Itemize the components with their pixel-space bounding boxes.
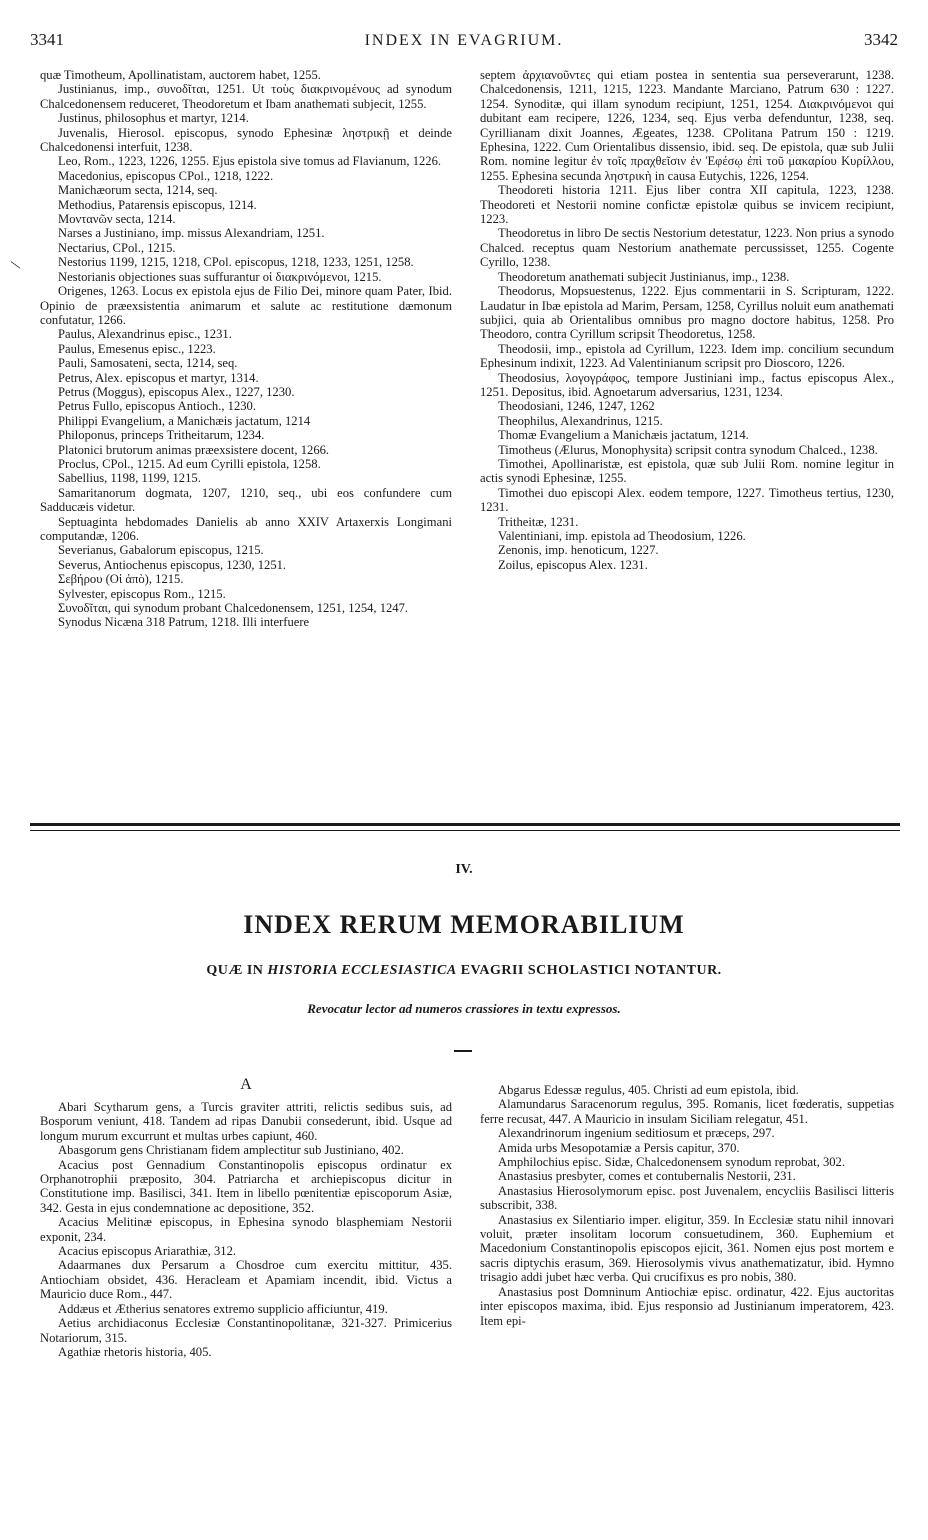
index-entry: Acacius Melitinæ episcopus, in Ephesina synodo blasphemiam Nestorii exponit, 234. [40, 1215, 452, 1244]
index-entry: Addæus et Ætherius senatores extremo supplicio afficiuntur, 419. [58, 1301, 388, 1316]
index-entry: Nestorius 1199, 1215, 1218, CPol. episcopus, 1218, 1233, 1251, 1258. [58, 255, 414, 270]
index-entry: Tritheitæ, 1231. [498, 514, 579, 529]
index-entry: Abgarus Edessæ regulus, 405. Christi ad eum epistola, ibid. [498, 1083, 799, 1097]
index-entry: Theodoreti historia 1211. Ejus liber contra XII capitula, 1223, 1238. Theodoreti et Nestorii nomine confictæ epistolæ quibus se invicem recipiunt, 1223. [480, 183, 894, 227]
index-entry: Anastasius post Domninum Antiochiæ episc. ordinatur, 422. Ejus auctoritas inter episcopos maxima, ibid. Ejus responsio ad Justinianum imperatorem, 423. Item epi- [480, 1284, 894, 1328]
index-entry: Severianus, Gabalorum episcopus, 1215. [58, 543, 264, 558]
index-entry: Theodosius, λογογράφος, tempore Justiniani imp., factus episcopus Alex., 1251. Depositus, ibid. Agnoetarum adversarius, 1231, 1234. [480, 370, 894, 399]
index-entry: Theodoretus in libro De sectis Nestorium detestatur, 1223. Non prius a synodo Chalced. receptus quam Nestorium anathemate percussisset, 1255. Cogente Cyrillo, 1238. [480, 226, 894, 270]
index-entry: Sylvester, episcopus Rom., 1215. [58, 586, 226, 601]
subtitle-pre: QUÆ IN [206, 963, 264, 978]
index-column-top-left [40, 68, 452, 630]
section-rule-thick [30, 823, 900, 826]
index-entry: Timothei, Apollinaristæ, est epistola, quæ sub Julii Rom. nomine legitur in actis synodi Ephesinæ, 1255. [480, 456, 894, 486]
index-entry: Synodus Nicæna 318 Patrum, 1218. Illi interfuere [58, 615, 310, 630]
index-entry: Timotheus (Ælurus, Monophysita) scripsit contra synodum Chalced., 1238. [498, 442, 878, 457]
margin-mark: \ [9, 257, 23, 274]
index-entry: Nestorianis objectiones suas suffurantur οἱ διακρινόμενοι, 1215. [58, 269, 382, 284]
index-entry: Σεβήρου (Οἱ ἀπὸ), 1215. [58, 572, 184, 587]
index-entry: Anastasius Hierosolymorum episc. post Juvenalem, encycliis Basilisci litteris subscribit, 338. [480, 1183, 894, 1213]
index-entry: Manichæorum secta, 1214, seq. [58, 183, 218, 198]
index-entry: Methodius, Patarensis episcopus, 1214. [58, 197, 257, 212]
index-entry: Zenonis, imp. henoticum, 1227. [498, 543, 659, 558]
section-subtitle [0, 963, 928, 979]
index-entry: Amphilochius episc. Sidæ, Chalcedonensem synodum reprobat, 302. [498, 1155, 845, 1170]
index-entry: Alexandrinorum ingenium seditiosum et præceps, 297. [498, 1126, 775, 1141]
index-column-bottom-right [480, 1083, 894, 1328]
index-entry: Theodosii, imp., epistola ad Cyrillum, 1223. Idem imp. concilium secundum Ephesinum indixit, 1223. Ad Valentinianum scripsit pro Dioscoro, 1226. [480, 341, 894, 371]
index-entry: Timothei duo episcopi Alex. eodem tempore, 1227. Timotheus tertius, 1230, 1231. [480, 485, 894, 515]
index-entry: Theophilus, Alexandrinus, 1215. [498, 413, 663, 428]
index-entry: Acacius post Gennadium Constantinopolis episcopus ordinatur ex Orphanotrophii præposito, 304. Patriarcha et archiepiscopus dicitur in Constitutione imp. Basilisci, 341. Item in libello pœnitentiæ episcoporum Asiæ, 342. Gesta in ejus condemnatione ac depositione, 352. [40, 1157, 452, 1215]
index-entry: Platonici brutorum animas præexsistere docent, 1266. [58, 442, 330, 457]
index-entry: Abasgorum gens Christianam fidem amplectitur sub Justiniano, 402. [58, 1143, 404, 1158]
section-rule-thin [30, 830, 900, 831]
index-entry: Justinus, philosophus et martyr, 1214. [58, 111, 249, 126]
index-entry: Valentiniani, imp. epistola ad Theodosium, 1226. [498, 529, 746, 543]
index-entry: Proclus, CPol., 1215. Ad eum Cyrilli epistola, 1258. [58, 456, 321, 471]
index-entry: Petrus, Alex. episcopus et martyr, 1314. [58, 370, 259, 385]
index-entry: Origenes, 1263. Locus ex epistola ejus de Filio Dei, minore quam Pater, Ibid. Opinio de præexsistentia animarum et salute ac restitutione dæmonum confutatur, 1266. [40, 284, 452, 327]
index-entry: Juvenalis, Hierosol. episcopus, synodo Ephesinæ ληστρικῇ et deinde Chalcedonensi interfuit, 1238. [40, 125, 452, 155]
index-entry: Samaritanorum dogmata, 1207, 1210, seq., ubi eos confundere cum Sadducæis videtur. [40, 485, 452, 515]
section-number: IV. [455, 862, 473, 877]
index-entry: Theodosiani, 1246, 1247, 1262 [498, 399, 655, 414]
index-entry: Adaarmanes dux Persarum a Chosdroe cum exercitu mittitur, 435. Antiochiam obsidet, 436. Heracleam et Apamiam incendit, ibid. Victus a Mauricio duce Rom., 447. [40, 1258, 452, 1302]
reader-note: Revocatur lector ad numeros crassiores in textu expressos. [307, 1001, 621, 1016]
subtitle-italic: HISTORIA ECCLESIASTICA [267, 963, 457, 978]
index-entry: Nectarius, CPol., 1215. [58, 240, 176, 255]
index-entry: Amida urbs Mesopotamiæ a Persis capitur, 370. [498, 1140, 740, 1155]
letter-heading: A [240, 1076, 252, 1093]
index-column-top-right [480, 68, 894, 572]
index-entry: Severus, Antiochenus episcopus, 1230, 1251. [58, 557, 287, 572]
index-entry: Agathiæ rhetoris historia, 405. [58, 1344, 212, 1359]
index-entry: Alamundarus Saracenorum regulus, 395. Romanis, licet fœderatis, suppetias ferre recusat, 447. A Mauricio in insulam Siciliam relegatur, 451. [480, 1097, 894, 1126]
index-entry: Aetius archidiaconus Ecclesiæ Constantinopolitanæ, 321-327. Primicerius Notariorum, 315. [40, 1316, 452, 1345]
subtitle-post: EVAGRII SCHOLASTICI NOTANTUR. [460, 963, 722, 978]
index-entry: Leo, Rom., 1223, 1226, 1255. Ejus epistola sive tomus ad Flavianum, 1226. [58, 154, 442, 169]
section-title: INDEX RERUM MEMORABILIUM [243, 910, 685, 939]
index-entry: Anastasius ex Silentiario imper. eligitur, 359. In Ecclesiæ statu nihil innovari voluit, præter insolitam locorum consuetudinem, 360. Euphemium et Macedonium Constantinopolis episcopos ejicit, 361. Nomen ejus post mortem e sacris diptychis erasum, 369. Hierosolymis vivus anathematizatur, ibid. Hymno trisagio addi jubet hæc verba. Qui crucifixus es pro nobis, 380. [480, 1212, 894, 1285]
index-entry: Narses a Justiniano, imp. missus Alexandriam, 1251. [58, 226, 325, 241]
index-column-bottom-left [40, 1100, 452, 1359]
index-entry: septem ἀρχιανοῦντες qui etiam postea in sententia sua perseverarunt, 1238. Chalcedonensis, 1211, 1215, 1223. Mandante Marciano, Patrum 630 : 1227. 1254. Synoditæ, qui illam synodum recipiunt, 1251, 1254. Διακρινόμενοι qui dubitant eam recipere, 1226, 1234, seq. Ejus verba defenduntur, 1238, seq. Cyrillianam dixit Joannes, Ægeates, 1238. CPolitana Patrum 150 : 1219. Ephesina, 1222. Cum Orientalibus dissensio, ibid. seq. De epistola, quæ sub Julii Rom. nomine legitur ἐν τοῖς πραχθεῖσιν ἐν Ἐφέσῳ ἐπὶ τοῦ μακαρίου Κυρίλλου, 1255. Ephesina secunda ληστρικὴ in causa Eutychis, 1226, 1254. [480, 68, 894, 183]
index-entry: Μοντανῶν secta, 1214. [58, 212, 176, 227]
index-entry: Macedonius, episcopus CPol., 1218, 1222. [58, 168, 274, 183]
index-entry: Philoponus, princeps Tritheitarum, 1234. [58, 428, 265, 443]
page-number-right: 3342 [864, 30, 898, 49]
running-header [30, 30, 898, 54]
index-entry: Philippi Evangelium, a Manichæis jactatum, 1214 [58, 413, 311, 428]
index-entry: Thomæ Evangelium a Manichæis jactatum, 1214. [498, 428, 749, 443]
index-entry: Acacius episcopus Ariarathiæ, 312. [58, 1244, 237, 1259]
index-entry: quæ Timotheum, Apollinatistam, auctorem habet, 1255. [40, 68, 321, 82]
running-title: INDEX IN EVAGRIUM. [364, 32, 564, 49]
index-entry: Sabellius, 1198, 1199, 1215. [58, 471, 201, 486]
index-entry: Paulus, Emesenus episc., 1223. [58, 341, 216, 356]
index-entry: Paulus, Alexandrinus episc., 1231. [58, 327, 232, 342]
index-entry: Abari Scytharum gens, a Turcis graviter attriti, relictis sedibus suis, ad Bosporum veniunt, 418. Tandem ad ripas Danubii consederunt, ibid. Usque ad longum murum excurrunt et multas urbes capiunt, 460. [40, 1100, 452, 1143]
index-entry: Pauli, Samosateni, secta, 1214, seq. [58, 356, 238, 371]
index-entry: Συνοδῖται, qui synodum probant Chalcedonensem, 1251, 1254, 1247. [58, 601, 409, 616]
index-entry: Petrus (Moggus), episcopus Alex., 1227, 1230. [58, 384, 295, 399]
index-entry: Anastasius presbyter, comes et contubernalis Nestorii, 231. [498, 1169, 796, 1184]
page-number-left: 3341 [30, 30, 64, 49]
index-entry: Theodoretum anathemati subjecit Justinianus, imp., 1238. [498, 269, 790, 284]
index-entry: Septuaginta hebdomades Danielis ab anno XXIV Artaxerxis Longimani computandæ, 1206. [40, 514, 452, 543]
index-entry: Theodorus, Mopsuestenus, 1222. Ejus commentarii in S. Scripturam, 1222. Laudatur in Ibæ epistola ad Marim, Persam, 1258, Cyrillus noluit eum anathemati subjici, quia ab Orientalibus omnibus pro magno doctore habitus, 1258. Pro Theodoro, contra Cyrillum scripsit Theodoretus, 1258. [480, 284, 894, 342]
index-entry: Justinianus, imp., συνοδῖται, 1251. Ut τοὺς διακρινομένους ad synodum Chalcedonensem reduceret, Theodoretum et Ibam anathemati subjecit, 1255. [40, 82, 452, 111]
ornament-dash [454, 1050, 472, 1052]
index-entry: Zoilus, episcopus Alex. 1231. [498, 557, 648, 572]
index-entry: Petrus Fullo, episcopus Antioch., 1230. [58, 399, 257, 414]
